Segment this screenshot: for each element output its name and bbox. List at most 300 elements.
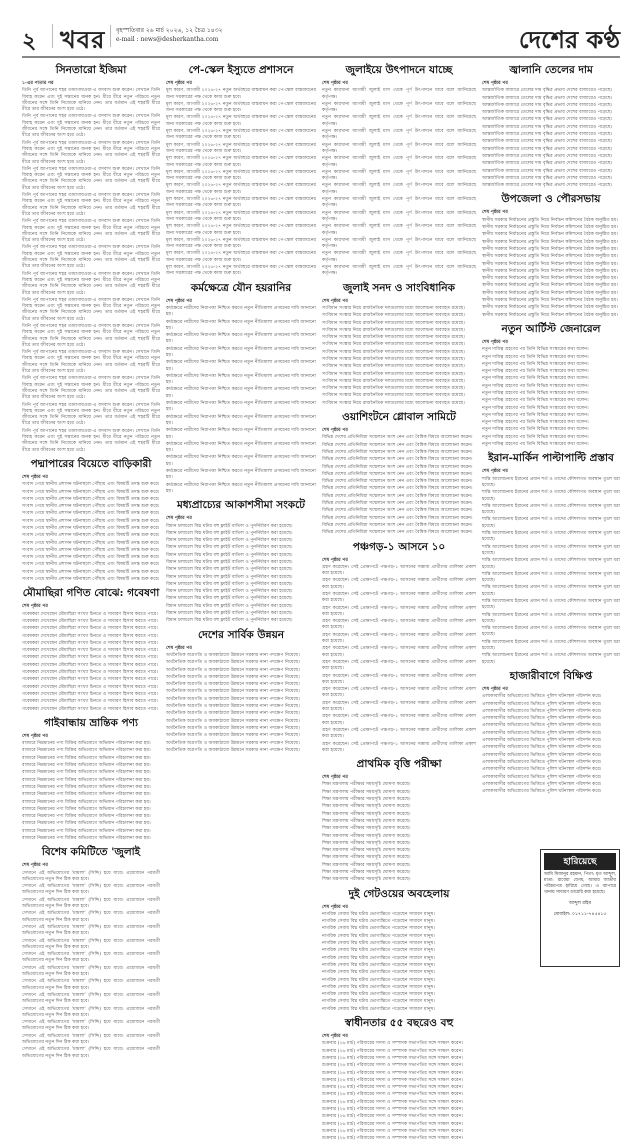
body-text: গ্রহণ করেছেন। সেই প্রেক্ষাপটে পঞ্চগড়-১ আসনের সম্ভাব্য প্রার্থীদের তালিকা প্রকাশ করা হয়েছে।	[322, 564, 476, 577]
body-text: শান্তি আলোচনায় ইরানের প্রধান শর্ত ও তাদের কৌশলগত অবস্থান তুলে ধরা হয়েছে।	[482, 503, 620, 516]
headline[interactable]: দুই গেটওয়ের অবহেলায়	[348, 887, 450, 900]
body-text: বাজারে নিম্নমানের পণ্য বিক্রির অভিযোগে অভিযান পরিচালনা করা হয়।	[22, 828, 151, 834]
body-text: অর্থনৈতিক অগ্রগতি ও অবকাঠামো উন্নয়নে সরকার নানা পদক্ষেপ নিয়েছে।	[166, 747, 300, 753]
body-text: সেখানে এই অভিযোগের 'মামলা' (সিদ্দি) হয়ে যাবে। প্রয়োজনে পরবর্তী অভিযোগের নতুন দিন ঠিক করা হবে।	[22, 1047, 160, 1059]
body-text: এলাকাবাসীর অভিযোগের ভিত্তিতে পুলিশ ঘটনাস্থল পরিদর্শন করে।	[482, 789, 602, 795]
body-text: স্থানীয় সরকার নির্বাচনের প্রস্তুতি নিয়ে নির্বাচন কমিশনের বৈঠক অনুষ্ঠিত হয়।	[482, 261, 618, 267]
body-text: নাগরিক সেবায় বিঘ্ন ঘটায় ভোগান্তিতে পড়েছেন সাধারণ মানুষ।	[322, 984, 435, 990]
body-text: অর্থনৈতিক অগ্রগতি ও অবকাঠামো উন্নয়নে সরকার নানা পদক্ষেপ নিয়েছে।	[166, 667, 300, 673]
body-text: স্থানীয় সরকার নির্বাচনের প্রস্তুতি নিয়ে নির্বাচন কমিশনের বৈঠক অনুষ্ঠিত হয়।	[482, 268, 618, 274]
body-text: অর্থনৈতিক অগ্রগতি ও অবকাঠামো উন্নয়নে সরকার নানা পদক্ষেপ নিয়েছে।	[166, 740, 300, 746]
body-text: অর্থনৈতিক অগ্রগতি ও অবকাঠামো উন্নয়নে সরকার নানা পদক্ষেপ নিয়েছে।	[166, 660, 300, 666]
notice-text: আমি মিজানুর রহমান, পিতা: মৃত আব্দুল, মাতা: রাবেয়া বেগম, আমার জাতীয় পরিচয়পত্র হারিয়ে গেছে। এ ব্যাপারে থানায় সাধারণ ডায়েরি করা হয়েছে।	[544, 872, 616, 895]
notice-box	[540, 849, 620, 967]
article	[166, 628, 316, 754]
body-text: তিনি পূর্ব জাপানের শহর তামাগায়ওয়া-এ বসবাস শুরু করেন। সেখানে তিনি বিবাহ করেন এবং দুই সন্তানের জনক হন। ধীরে ধীরে নতুন পরিচয়ে নতুন জীবনের সঙ্গে তিনি নিজেকে মানিয়ে নেন। তার বর্তমান এই শহরটি ধীরে ধীরে তার জীবনের অংশ হয়ে ওঠে।	[22, 350, 160, 375]
body-text: নতুন দায়িত্ব গ্রহণের পর তিনি বিভিন্ন সংস্কারের কথা বলেন।	[482, 442, 589, 448]
body-text: নতুন দায়িত্ব গ্রহণের পর তিনি বিভিন্ন সংস্কারের কথা বলেন।	[482, 427, 589, 433]
body-text: বিমান চলাচলে বিঘ্ন ঘটায় বহু ফ্লাইট বাতিল ও পুনর্নির্ধারণ করা হয়েছে।	[166, 618, 293, 624]
body-text: সংবিধান সংস্কার নিয়ে রাজনৈতিক দলগুলোর মধ্যে আলোচনা অব্যাহত রয়েছে।	[322, 386, 465, 392]
body-text: মূল কারণ, আগামী ২০২৬-২৭ নতুন অর্থবছরে বাস্তবায়ন করা পে-স্কেল বাস্তবায়নের জন্য সরকারের পক্ষ থেকে কাজ শুরু হবে।	[166, 197, 316, 209]
body-text: নতুন দায়িত্ব গ্রহণের পর তিনি বিভিন্ন সংস্কারের কথা বলেন।	[482, 354, 589, 360]
body-text: কর্মক্ষেত্রে নারীদের নিরাপত্তা নিশ্চিত করতে নতুন নীতিমালা প্রণয়নের দাবি জানানো হয়।	[166, 360, 316, 372]
body-text: আন্তর্জাতিক বাজারে তেলের দাম বৃদ্ধির প্রভাব দেশের বাজারেও পড়েছে।	[482, 168, 613, 174]
body-text: শুক্রবার (২৬ মার্চ) পরিবারের সদস্য ও সম্পাদক সভাপতির সঙ্গে সাক্ষাৎ করেন।	[322, 1041, 463, 1047]
body-text: কর্মক্ষেত্রে নারীদের নিরাপত্তা নিশ্চিত করতে নতুন নীতিমালা প্রণয়নের দাবি জানানো হয়।	[166, 319, 316, 331]
kicker: শেষ পৃষ্ঠার পর	[322, 904, 348, 910]
column-2	[166, 60, 316, 975]
body-text: আন্তর্জাতিক বাজারে তেলের দাম বৃদ্ধির প্রভাব দেশের বাজারেও পড়েছে।	[482, 117, 613, 123]
body-text: সেখানে এই অভিযোগের 'মামলা' (সিদ্দি) হয়ে যাবে। প্রয়োজনে পরবর্তী অভিযোগের নতুন দিন ঠিক করা হবে।	[22, 952, 160, 964]
body-text: অর্থনৈতিক অগ্রগতি ও অবকাঠামো উন্নয়নে সরকার নানা পদক্ষেপ নিয়েছে।	[166, 696, 300, 702]
body-text: কর্মক্ষেত্রে নারীদের নিরাপত্তা নিশ্চিত করতে নতুন নীতিমালা প্রণয়নের দাবি জানানো হয়।	[166, 346, 316, 358]
body-text: গ্রহণ করেছেন। সেই প্রেক্ষাপটে পঞ্চগড়-১ আসনের সম্ভাব্য প্রার্থীদের তালিকা প্রকাশ করা হয়েছে।	[322, 741, 476, 753]
body-text: শুক্রবার (২৬ মার্চ) পরিবারের সদস্য ও সম্পাদক সভাপতির সঙ্গে সাক্ষাৎ করেন।	[322, 1107, 463, 1112]
headline[interactable]: উপজেলা ও পৌরসভায়	[501, 193, 601, 206]
body-text: বিমান চলাচলে বিঘ্ন ঘটায় বহু ফ্লাইট বাতিল ও পুনর্নির্ধারণ করা হয়েছে।	[166, 552, 293, 558]
headline[interactable]: স্বাধীনতার ৫৫ বছরেও বহু	[344, 1017, 454, 1030]
headline[interactable]: পদ্মাপারের বিয়েতে বাড়িকারী	[30, 457, 152, 470]
body-text: মূল কারণ, আগামী ২০২৬-২৭ নতুন অর্থবছরে বাস্তবায়ন করা পে-স্কেল বাস্তবায়নের জন্য সরকারের পক্ষ থেকে কাজ শুরু হবে।	[166, 115, 316, 127]
body-text: নতুন দায়িত্ব গ্রহণের পর তিনি বিভিন্ন সংস্কারের কথা বলেন।	[482, 390, 589, 396]
body-text: নতুন কারখানা আগামী জুলাই মাস থেকে পূর্ণ উৎপাদনে যাবে বলে জানিয়েছে কর্তৃপক্ষ।	[322, 169, 476, 182]
body-text: শিক্ষা মন্ত্রণালয় পরীক্ষার সময়সূচি ঘোষণা করেছে।	[322, 877, 411, 883]
kicker: শেষ পৃষ্ঠার পর	[322, 298, 348, 304]
body-text: নাগরিক সেবায় বিঘ্ন ঘটায় ভোগান্তিতে পড়েছেন সাধারণ মানুষ।	[322, 1006, 435, 1012]
body-text: শুক্রবার (২৬ মার্চ) পরিবারের সদস্য ও সম্পাদক সভাপতির সঙ্গে সাক্ষাৎ করেন।	[322, 1048, 463, 1054]
article	[322, 887, 476, 1013]
headline[interactable]: ইরান-মার্কিন পাল্টাপাল্টি প্রস্তাব	[488, 452, 614, 465]
body-text: স্থানীয় সরকার নির্বাচনের প্রস্তুতি নিয়ে নির্বাচন কমিশনের বৈঠক অনুষ্ঠিত হয়।	[482, 254, 618, 260]
body-text: মূল কারণ, আগামী ২০২৬-২৭ নতুন অর্থবছরে বাস্তবায়ন করা পে-স্কেল বাস্তবায়নের জন্য সরকারের পক্ষ থেকে কাজ শুরু হবে।	[166, 129, 316, 141]
headline[interactable]: জুলাই সনদ ও সাংবিধানিক	[342, 281, 456, 294]
kicker: শেষ পৃষ্ঠার পর	[22, 474, 48, 480]
body-text: সংবাদ পেয়ে স্থানীয় প্রশাসন ঘটনাস্থলে পৌঁছায় এবং বিষয়টি তদন্ত শুরু করে।	[22, 569, 160, 575]
kicker: শেষ পৃষ্ঠার পর	[166, 516, 192, 522]
headline[interactable]: পে-স্কেল ইস্যুতে প্রশাসনে	[188, 64, 294, 76]
body-text: নতুন কারখানা আগামী জুলাই মাস থেকে পূর্ণ উৎপাদনে যাবে বলে জানিয়েছে কর্তৃপক্ষ।	[322, 101, 476, 114]
body-text: বাজারে নিম্নমানের পণ্য বিক্রির অভিযোগে অভিযান পরিচালনা করা হয়।	[22, 763, 151, 769]
body-text: নাগরিক সেবায় বিঘ্ন ঘটায় ভোগান্তিতে পড়েছেন সাধারণ মানুষ।	[322, 911, 435, 917]
body-text: শুক্রবার (২৬ মার্চ) পরিবারের সদস্য ও সম্পাদক সভাপতির সঙ্গে সাক্ষাৎ করেন।	[322, 1114, 463, 1120]
body-text: এলাকাবাসীর অভিযোগের ভিত্তিতে পুলিশ ঘটনাস্থল পরিদর্শন করে।	[482, 730, 602, 736]
body-text: গ্রহণ করেছেন। সেই প্রেক্ষাপটে পঞ্চগড়-১ আসনের সম্ভাব্য প্রার্থীদের তালিকা প্রকাশ করা হয়েছে।	[322, 592, 476, 604]
article	[482, 322, 620, 448]
body-text: গ্রহণ করেছেন। সেই প্রেক্ষাপটে পঞ্চগড়-১ আসনের সম্ভাব্য প্রার্থীদের তালিকা প্রকাশ করা হয়েছে।	[322, 632, 476, 645]
article	[322, 540, 476, 755]
body-text: এলাকাবাসীর অভিযোগের ভিত্তিতে পুলিশ ঘটনাস্থল পরিদর্শন করে।	[482, 759, 602, 765]
body-text: সেখানে এই অভিযোগের 'মামলা' (সিদ্দি) হয়ে যাবে। প্রয়োজনে পরবর্তী অভিযোগের নতুন দিন ঠিক করা হবে।	[22, 1033, 160, 1045]
body-text: তিনি পূর্ব জাপানের শহর তামাগায়ওয়া-এ বসবাস শুরু করেন। সেখানে তিনি বিবাহ করেন এবং দুই সন্তানের জনক হন। ধীরে ধীরে নতুন পরিচয়ে নতুন জীবনের সঙ্গে তিনি নিজেকে মানিয়ে নেন। তার বর্তমান এই শহরটি ধীরে ধীরে তার জীবনের অংশ হয়ে ওঠে।	[22, 140, 160, 165]
body-text: নতুন দায়িত্ব গ্রহণের পর তিনি বিভিন্ন সংস্কারের কথা বলেন।	[482, 434, 589, 440]
kicker: শেষ পৃষ্ঠার পর	[482, 469, 508, 475]
body-text: শুক্রবার (২৬ মার্চ) পরিবারের সদস্য ও সম্পাদক সভাপতির সঙ্গে সাক্ষাৎ করেন।	[322, 1121, 463, 1127]
body-text: শিক্ষা মন্ত্রণালয় পরীক্ষার সময়সূচি ঘোষণা করেছে।	[322, 833, 411, 839]
body-text: অর্থনৈতিক অগ্রগতি ও অবকাঠামো উন্নয়নে সরকার নানা পদক্ষেপ নিয়েছে।	[166, 704, 300, 710]
body-text: স্থানীয় সরকার নির্বাচনের প্রস্তুতি নিয়ে নির্বাচন কমিশনের বৈঠক অনুষ্ঠিত হয়।	[482, 232, 618, 238]
body-text: নতুন দায়িত্ব গ্রহণের পর তিনি বিভিন্ন সংস্কারের কথা বলেন।	[482, 361, 589, 367]
body-text: স্থানীয় সরকার নির্বাচনের প্রস্তুতি নিয়ে নির্বাচন কমিশনের বৈঠক অনুষ্ঠিত হয়।	[482, 312, 618, 318]
kicker: শেষ পৃষ্ঠার পর	[166, 298, 192, 304]
body-text: বিমান চলাচলে বিঘ্ন ঘটায় বহু ফ্লাইট বাতিল ও পুনর্নির্ধারণ করা হয়েছে।	[166, 530, 293, 536]
dateline	[116, 26, 223, 44]
body-text: অর্থনৈতিক অগ্রগতি ও অবকাঠামো উন্নয়নে সরকার নানা পদক্ষেপ নিয়েছে।	[166, 652, 300, 658]
body-text: শুক্রবার (২৬ মার্চ) পরিবারের সদস্য ও সম্পাদক সভাপতির সঙ্গে সাক্ষাৎ করেন।	[322, 1136, 463, 1142]
body-text: গ্রহণ করেছেন। সেই প্রেক্ষাপটে পঞ্চগড়-১ আসনের সম্ভাব্য প্রার্থীদের তালিকা প্রকাশ করা হয়েছে।	[322, 659, 476, 672]
body-text: শান্তি আলোচনায় ইরানের প্রধান শর্ত ও তাদের কৌশলগত অবস্থান তুলে ধরা হয়েছে।	[482, 599, 620, 611]
email[interactable]: e-mail : news@desherkantha.com	[116, 36, 219, 43]
body-text: বিভিন্ন দেশের প্রতিনিধিরা সম্মেলনে অংশ নেন এবং বৈশ্বিক বিষয়ে আলোচনা করেন।	[322, 508, 473, 514]
body-text: গবেষকরা দেখেছেন মৌমাছিরা সংখ্যা চিনতে ও সাধারণ হিসাব করতে পারে।	[22, 633, 158, 639]
body-text: বিভিন্ন দেশের প্রতিনিধিরা সম্মেলনে অংশ নেন এবং বৈশ্বিক বিষয়ে আলোচনা করেন।	[322, 471, 473, 477]
body-text: শান্তি আলোচনায় ইরানের প্রধান শর্ত ও তাদের কৌশলগত অবস্থান তুলে ধরা হয়েছে।	[482, 490, 620, 502]
newspaper-logo: দেশের কণ্ঠ	[518, 25, 620, 54]
kicker: শেষ পৃষ্ঠার পর	[482, 686, 508, 692]
body-text: বিভিন্ন দেশের প্রতিনিধিরা সম্মেলনে অংশ নেন এবং বৈশ্বিক বিষয়ে আলোচনা করেন।	[322, 522, 473, 528]
body-text: অর্থনৈতিক অগ্রগতি ও অবকাঠামো উন্নয়নে সরকার নানা পদক্ষেপ নিয়েছে।	[166, 674, 300, 680]
headline[interactable]: নতুন আর্টিস্ট জেনারেল	[501, 322, 601, 335]
body-text: সেখানে এই অভিযোগের 'মামলা' (সিদ্দি) হয়ে যাবে। প্রয়োজনে পরবর্তী অভিযোগের নতুন দিন ঠিক করা হবে।	[22, 897, 160, 910]
page-number: ২	[22, 28, 37, 54]
kicker: শেষ পৃষ্ঠার পর	[166, 645, 192, 651]
body-text: মূল কারণ, আগামী ২০২৬-২৭ নতুন অর্থবছরে বাস্তবায়ন করা পে-স্কেল বাস্তবায়নের জন্য সরকারের পক্ষ থেকে কাজ শুরু হবে।	[166, 88, 316, 100]
body-text: নাগরিক সেবায় বিঘ্ন ঘটায় ভোগান্তিতে পড়েছেন সাধারণ মানুষ।	[322, 926, 435, 932]
article	[22, 586, 160, 712]
body-text: নতুন কারখানা আগামী জুলাই মাস থেকে পূর্ণ উৎপাদনে যাবে বলে জানিয়েছে কর্তৃপক্ষ।	[322, 88, 476, 100]
headline[interactable]: ওয়াশিংটনে গ্লোবাল সামিটে	[342, 411, 456, 424]
body-text: নাগরিক সেবায় বিঘ্ন ঘটায় ভোগান্তিতে পড়েছেন সাধারণ মানুষ।	[322, 999, 435, 1005]
article	[482, 192, 620, 318]
body-text: আন্তর্জাতিক বাজারে তেলের দাম বৃদ্ধির প্রভাব দেশের বাজারেও পড়েছে।	[482, 102, 613, 108]
body-text: স্থানীয় সরকার নির্বাচনের প্রস্তুতি নিয়ে নির্বাচন কমিশনের বৈঠক অনুষ্ঠিত হয়।	[482, 283, 618, 289]
kicker: শেষ পৃষ্ঠার পর	[322, 775, 348, 781]
article	[322, 1016, 476, 1142]
body-text: বাজারে নিম্নমানের পণ্য বিক্রির অভিযোগে অভিযান পরিচালনা করা হয়।	[22, 814, 151, 820]
body-text: নতুন দায়িত্ব গ্রহণের পর তিনি বিভিন্ন সংস্কারের কথা বলেন।	[482, 376, 589, 382]
body-text: তিনি পূর্ব জাপানের শহর তামাগায়ওয়া-এ বসবাস শুরু করেন। সেখানে তিনি বিবাহ করেন এবং দুই সন্তানের জনক হন। ধীরে ধীরে নতুন পরিচয়ে নতুন জীবনের সঙ্গে তিনি নিজেকে মানিয়ে নেন। তার বর্তমান এই শহরটি ধীরে ধীরে তার জীবনের অংশ হয়ে ওঠে।	[22, 193, 160, 217]
body-text: গ্রহণ করেছেন। সেই প্রেক্ষাপটে পঞ্চগড়-১ আসনের সম্ভাব্য প্রার্থীদের তালিকা প্রকাশ করা হয়েছে।	[322, 605, 476, 617]
kicker: শেষ পৃষ্ঠার পর	[322, 81, 348, 86]
body-text: গবেষকরা দেখেছেন মৌমাছিরা সংখ্যা চিনতে ও সাধারণ হিসাব করতে পারে।	[22, 677, 158, 683]
body-text: শিক্ষা মন্ত্রণালয় পরীক্ষার সময়সূচি ঘোষণা করেছে।	[322, 789, 411, 795]
notice-signature-sub: মোবাইল: ০১৭১১-৭৪৫৪১৫	[553, 912, 607, 917]
body-text: নতুন দায়িত্ব গ্রহণের পর তিনি বিভিন্ন সংস্কারের কথা বলেন।	[482, 369, 589, 375]
body-text: বিমান চলাচলে বিঘ্ন ঘটায় বহু ফ্লাইট বাতিল ও পুনর্নির্ধারণ করা হয়েছে।	[166, 603, 293, 609]
body-text: বিভিন্ন দেশের প্রতিনিধিরা সম্মেলনে অংশ নেন এবং বৈশ্বিক বিষয়ে আলোচনা করেন।	[322, 501, 473, 507]
body-text: সংবিধান সংস্কার নিয়ে রাজনৈতিক দলগুলোর মধ্যে আলোচনা অব্যাহত রয়েছে।	[322, 313, 465, 319]
body-text: শান্তি আলোচনায় ইরানের প্রধান শর্ত ও তাদের কৌশলগত অবস্থান তুলে ধরা হয়েছে।	[482, 531, 620, 543]
body-text: কর্মক্ষেত্রে নারীদের নিরাপত্তা নিশ্চিত করতে নতুন নীতিমালা প্রণয়নের দাবি জানানো হয়।	[166, 428, 316, 440]
body-text: স্থানীয় সরকার নির্বাচনের প্রস্তুতি নিয়ে নির্বাচন কমিশনের বৈঠক অনুষ্ঠিত হয়।	[482, 290, 618, 296]
body-text: কর্মক্ষেত্রে নারীদের নিরাপত্তা নিশ্চিত করতে নতুন নীতিমালা প্রণয়নের দাবি জানানো হয়।	[166, 401, 316, 413]
body-text: বিভিন্ন দেশের প্রতিনিধিরা সম্মেলনে অংশ নেন এবং বৈশ্বিক বিষয়ে আলোচনা করেন।	[322, 515, 473, 521]
notice-signature: আব্দুল রহিম	[568, 901, 592, 906]
article	[322, 410, 476, 536]
body-text: সংবিধান সংস্কার নিয়ে রাজনৈতিক দলগুলোর মধ্যে আলোচনা অব্যাহত রয়েছে।	[322, 320, 465, 326]
section-title: খবর	[60, 25, 106, 54]
body-text: তিনি পূর্ব জাপানের শহর তামাগায়ওয়া-এ বসবাস শুরু করেন। সেখানে তিনি বিবাহ করেন এবং দুই সন্তানের জনক হন। ধীরে ধীরে নতুন পরিচয়ে নতুন জীবনের সঙ্গে তিনি নিজেকে মানিয়ে নেন। তার বর্তমান এই শহরটি ধীরে ধীরে তার জীবনের অংশ হয়ে ওঠে।	[22, 245, 160, 270]
body-text: আন্তর্জাতিক বাজারে তেলের দাম বৃদ্ধির প্রভাব দেশের বাজারেও পড়েছে।	[482, 161, 613, 167]
body-text: কর্মক্ষেত্রে নারীদের নিরাপত্তা নিশ্চিত করতে নতুন নীতিমালা প্রণয়নের দাবি জানানো হয়।	[166, 305, 316, 318]
body-text: সেখানে এই অভিযোগের 'মামলা' (সিদ্দি) হয়ে যাবে। প্রয়োজনে পরবর্তী অভিযোগের নতুন দিন ঠিক করা হবে।	[22, 924, 160, 937]
body-text: মূল কারণ, আগামী ২০২৬-২৭ নতুন অর্থবছরে বাস্তবায়ন করা পে-স্কেল বাস্তবায়নের জন্য সরকারের পক্ষ থেকে কাজ শুরু হবে।	[166, 156, 316, 168]
column-1	[22, 60, 160, 1059]
body-text: শিক্ষা মন্ত্রণালয় পরীক্ষার সময়সূচি ঘোষণা করেছে।	[322, 848, 411, 854]
body-text: সংবাদ পেয়ে স্থানীয় প্রশাসন ঘটনাস্থলে পৌঁছায় এবং বিষয়টি তদন্ত শুরু করে।	[22, 511, 160, 517]
body-text: বাজারে নিম্নমানের পণ্য বিক্রির অভিযোগে অভিযান পরিচালনা করা হয়।	[22, 835, 151, 841]
body-text: সেখানে এই অভিযোগের 'মামলা' (সিদ্দি) হয়ে যাবে। প্রয়োজনে পরবর্তী অভিযোগের নতুন দিন ঠিক করা হবে।	[22, 911, 160, 923]
body-text: বিভিন্ন দেশের প্রতিনিধিরা সম্মেলনে অংশ নেন এবং বৈশ্বিক বিষয়ে আলোচনা করেন।	[322, 442, 473, 448]
headline[interactable]: সিনতারো ইজিমা	[55, 64, 127, 76]
body-text: নতুন কারখানা আগামী জুলাই মাস থেকে পূর্ণ উৎপাদনে যাবে বলে জানিয়েছে কর্তৃপক্ষ।	[322, 142, 476, 154]
body-text: নাগরিক সেবায় বিঘ্ন ঘটায় ভোগান্তিতে পড়েছেন সাধারণ মানুষ।	[322, 933, 435, 939]
body-text: নতুন কারখানা আগামী জুলাই মাস থেকে পূর্ণ উৎপাদনে যাবে বলে জানিয়েছে কর্তৃপক্ষ।	[322, 197, 476, 209]
body-text: নাগরিক সেবায় বিঘ্ন ঘটায় ভোগান্তিতে পড়েছেন সাধারণ মানুষ।	[322, 970, 435, 976]
body-text: বিভিন্ন দেশের প্রতিনিধিরা সম্মেলনে অংশ নেন এবং বৈশ্বিক বিষয়ে আলোচনা করেন।	[322, 457, 473, 463]
body-text: আন্তর্জাতিক বাজারে তেলের দাম বৃদ্ধির প্রভাব দেশের বাজারেও পড়েছে।	[482, 124, 613, 130]
date: বৃহস্পতিবার ২৬ মার্চ ২০২৬, ১২ চৈত্র ১৪৩২	[116, 27, 223, 34]
headline[interactable]: বিশেষ কমিটিতে 'জুলাই	[41, 846, 141, 859]
headline[interactable]: জ্বালানি তেলের দাম	[509, 64, 593, 76]
body-text: তিনি পূর্ব জাপানের শহর তামাগায়ওয়া-এ বসবাস শুরু করেন। সেখানে তিনি বিবাহ করেন এবং দুই সন্তানের জনক হন। ধীরে ধীরে নতুন পরিচয়ে নতুন জীবনের সঙ্গে তিনি নিজেকে মানিয়ে নেন। তার বর্তমান এই শহরটি ধীরে ধীরে তার জীবনের অংশ হয়ে ওঠে।	[22, 219, 160, 244]
body-text: শুক্রবার (২৬ মার্চ) পরিবারের সদস্য ও সম্পাদক সভাপতির সঙ্গে সাক্ষাৎ করেন।	[322, 1085, 463, 1091]
article	[22, 716, 160, 842]
body-text: সংবিধান সংস্কার নিয়ে রাজনৈতিক দলগুলোর মধ্যে আলোচনা অব্যাহত রয়েছে।	[322, 364, 465, 370]
body-text: গবেষকরা দেখেছেন মৌমাছিরা সংখ্যা চিনতে ও সাধারণ হিসাব করতে পারে।	[22, 670, 158, 676]
body-text: শান্তি আলোচনায় ইরানের প্রধান শর্ত ও তাদের কৌশলগত অবস্থান তুলে ধরা হয়েছে।	[482, 558, 620, 570]
body-text: বিমান চলাচলে বিঘ্ন ঘটায় বহু ফ্লাইট বাতিল ও পুনর্নির্ধারণ করা হয়েছে।	[166, 523, 293, 529]
body-text: নাগরিক সেবায় বিঘ্ন ঘটায় ভোগান্তিতে পড়েছেন সাধারণ মানুষ।	[322, 977, 435, 983]
kicker: শেষ পৃষ্ঠার পর	[322, 1034, 348, 1040]
body-text: এলাকাবাসীর অভিযোগের ভিত্তিতে পুলিশ ঘটনাস্থল পরিদর্শন করে।	[482, 767, 602, 773]
body-text: অর্থনৈতিক অগ্রগতি ও অবকাঠামো উন্নয়নে সরকার নানা পদক্ষেপ নিয়েছে।	[166, 718, 300, 724]
body-text: আন্তর্জাতিক বাজারে তেলের দাম বৃদ্ধির প্রভাব দেশের বাজারেও পড়েছে।	[482, 110, 613, 116]
body-text: নতুন কারখানা আগামী জুলাই মাস থেকে পূর্ণ উৎপাদনে যাবে বলে জানিয়েছে কর্তৃপক্ষ।	[322, 129, 476, 141]
body-text: সংবাদ পেয়ে স্থানীয় প্রশাসন ঘটনাস্থলে পৌঁছায় এবং বিষয়টি তদন্ত শুরু করে।	[22, 489, 160, 495]
body-text: নতুন দায়িত্ব গ্রহণের পর তিনি বিভিন্ন সংস্কারের কথা বলেন।	[482, 383, 589, 389]
body-text: বিমান চলাচলে বিঘ্ন ঘটায় বহু ফ্লাইট বাতিল ও পুনর্নির্ধারণ করা হয়েছে।	[166, 560, 293, 565]
body-text: সংবিধান সংস্কার নিয়ে রাজনৈতিক দলগুলোর মধ্যে আলোচনা অব্যাহত রয়েছে।	[322, 371, 465, 377]
body-text: স্থানীয় সরকার নির্বাচনের প্রস্তুতি নিয়ে নির্বাচন কমিশনের বৈঠক অনুষ্ঠিত হয়।	[482, 298, 618, 304]
body-text: বিভিন্ন দেশের প্রতিনিধিরা সম্মেলনে অংশ নেন এবং বৈশ্বিক বিষয়ে আলোচনা করেন।	[322, 486, 473, 492]
body-text: মূল কারণ, আগামী ২০২৬-২৭ নতুন অর্থবছরে বাস্তবায়ন করা পে-স্কেল বাস্তবায়নের জন্য সরকারের পক্ষ থেকে কাজ শুরু হবে।	[166, 224, 316, 236]
body-text: সংবাদ পেয়ে স্থানীয় প্রশাসন ঘটনাস্থলে পৌঁছায় এবং বিষয়টি তদন্ত শুরু করে।	[22, 555, 160, 561]
body-text: সংবাদ পেয়ে স্থানীয় প্রশাসন ঘটনাস্থলে পৌঁছায় এবং বিষয়টি তদন্ত শুরু করে।	[22, 496, 160, 502]
body-text: সংবিধান সংস্কার নিয়ে রাজনৈতিক দলগুলোর মধ্যে আলোচনা অব্যাহত রয়েছে।	[322, 349, 465, 355]
body-text: কর্মক্ষেত্রে নারীদের নিরাপত্তা নিশ্চিত করতে নতুন নীতিমালা প্রণয়নের দাবি জানানো হয়।	[166, 414, 316, 426]
body-text: গ্রহণ করেছেন। সেই প্রেক্ষাপটে পঞ্চগড়-১ আসনের সম্ভাব্য প্রার্থীদের তালিকা প্রকাশ করা হয়েছে।	[322, 687, 476, 699]
headline[interactable]: পঞ্চগড়-১ আসনে ১০	[352, 540, 446, 553]
body-text: আন্তর্জাতিক বাজারে তেলের দাম বৃদ্ধির প্রভাব দেশের বাজারেও পড়েছে।	[482, 183, 613, 189]
body-text: বাজারে নিম্নমানের পণ্য বিক্রির অভিযোগে অভিযান পরিচালনা করা হয়।	[22, 792, 151, 798]
body-text: স্থানীয় সরকার নির্বাচনের প্রস্তুতি নিয়ে নির্বাচন কমিশনের বৈঠক অনুষ্ঠিত হয়।	[482, 276, 618, 282]
body-text: এলাকাবাসীর অভিযোগের ভিত্তিতে পুলিশ ঘটনাস্থল পরিদর্শন করে।	[482, 723, 602, 729]
body-text: বিমান চলাচলে বিঘ্ন ঘটায় বহু ফ্লাইট বাতিল ও পুনর্নির্ধারণ করা হয়েছে।	[166, 581, 293, 587]
body-text: এলাকাবাসীর অভিযোগের ভিত্তিতে পুলিশ ঘটনাস্থল পরিদর্শন করে।	[482, 701, 602, 707]
body-text: কর্মক্ষেত্রে নারীদের নিরাপত্তা নিশ্চিত করতে নতুন নীতিমালা প্রণয়নের দাবি জানানো হয়।	[166, 441, 316, 454]
body-text: নতুন কারখানা আগামী জুলাই মাস থেকে পূর্ণ উৎপাদনে যাবে বলে জানিয়েছে কর্তৃপক্ষ।	[322, 115, 476, 127]
body-text: গ্রহণ করেছেন। সেই প্রেক্ষাপটে পঞ্চগড়-১ আসনের সম্ভাব্য প্রার্থীদের তালিকা প্রকাশ করা হয়েছে।	[322, 673, 476, 685]
body-text: শিক্ষা মন্ত্রণালয় পরীক্ষার সময়সূচি ঘোষণা করেছে।	[322, 869, 411, 875]
notice-title: হারিয়েছে	[544, 853, 616, 870]
body-text: গ্রহণ করেছেন। সেই প্রেক্ষাপটে পঞ্চগড়-১ আসনের সম্ভাব্য প্রার্থীদের তালিকা প্রকাশ করা হয়েছে।	[322, 646, 476, 658]
body-text: এলাকাবাসীর অভিযোগের ভিত্তিতে পুলিশ ঘটনাস্থল পরিদর্শন করে।	[482, 716, 602, 722]
body-text: নাগরিক সেবায় বিঘ্ন ঘটায় ভোগান্তিতে পড়েছেন সাধারণ মানুষ।	[322, 948, 435, 954]
body-text: আন্তর্জাতিক বাজারে তেলের দাম বৃদ্ধির প্রভাব দেশের বাজারেও পড়েছে।	[482, 139, 613, 145]
body-text: কর্মক্ষেত্রে নারীদের নিরাপত্তা নিশ্চিত করতে নতুন নীতিমালা প্রণয়নের দাবি জানানো হয়।	[166, 333, 316, 345]
body-text: সেখানে এই অভিযোগের 'মামলা' (সিদ্দি) হয়ে যাবে। প্রয়োজনে পরবর্তী অভিযোগের নতুন দিন ঠিক করা হবে।	[22, 884, 160, 896]
body-text: শিক্ষা মন্ত্রণালয় পরীক্ষার সময়সূচি ঘোষণা করেছে।	[322, 826, 411, 832]
body-text: শান্তি আলোচনায় ইরানের প্রধান শর্ত ও তাদের কৌশলগত অবস্থান তুলে ধরা হয়েছে।	[482, 626, 620, 638]
body-text: সংবাদ পেয়ে স্থানীয় প্রশাসন ঘটনাস্থলে পৌঁছায় এবং বিষয়টি তদন্ত শুরু করে।	[22, 518, 160, 524]
headline[interactable]: গাইবান্ধায় ভ্রান্তিক পণ্য	[43, 716, 138, 729]
body-text: সংবিধান সংস্কার নিয়ে রাজনৈতিক দলগুলোর মধ্যে আলোচনা অব্যাহত রয়েছে।	[322, 305, 465, 311]
kicker: শেষ পৃষ্ঠার পর	[482, 81, 508, 86]
body-text: সংবিধান সংস্কার নিয়ে রাজনৈতিক দলগুলোর মধ্যে আলোচনা অব্যাহত রয়েছে।	[322, 400, 465, 406]
body-text: আন্তর্জাতিক বাজারে তেলের দাম বৃদ্ধির প্রভাব দেশের বাজারেও পড়েছে।	[482, 88, 613, 94]
body-text: মূল কারণ, আগামী ২০২৬-২৭ নতুন অর্থবছরে বাস্তবায়ন করা পে-স্কেল বাস্তবায়নের জন্য সরকারের পক্ষ থেকে কাজ শুরু হবে।	[166, 169, 316, 182]
body-text: সংবাদ পেয়ে স্থানীয় প্রশাসন ঘটনাস্থলে পৌঁছায় এবং বিষয়টি তদন্ত শুরু করে।	[22, 577, 160, 583]
body-text: কর্মক্ষেত্রে নারীদের নিরাপত্তা নিশ্চিত করতে নতুন নীতিমালা প্রণয়নের দাবি জানানো হয়।	[166, 469, 316, 481]
body-text: নাগরিক সেবায় বিঘ্ন ঘটায় ভোগান্তিতে পড়েছেন সাধারণ মানুষ।	[322, 919, 435, 925]
body-text: সংবাদ পেয়ে স্থানীয় প্রশাসন ঘটনাস্থলে পৌঁছায় এবং বিষয়টি তদন্ত শুরু করে।	[22, 504, 160, 510]
body-text: গবেষকরা দেখেছেন মৌমাছিরা সংখ্যা চিনতে ও সাধারণ হিসাব করতে পারে।	[22, 640, 158, 646]
body-text: কর্মক্ষেত্রে নারীদের নিরাপত্তা নিশ্চিত করতে নতুন নীতিমালা প্রণয়নের দাবি জানানো হয়।	[166, 482, 316, 494]
body-text: সংবিধান সংস্কার নিয়ে রাজনৈতিক দলগুলোর মধ্যে আলোচনা অব্যাহত রয়েছে।	[322, 393, 465, 399]
body-text: আন্তর্জাতিক বাজারে তেলের দাম বৃদ্ধির প্রভাব দেশের বাজারেও পড়েছে।	[482, 146, 613, 152]
body-text: এলাকাবাসীর অভিযোগের ভিত্তিতে পুলিশ ঘটনাস্থল পরিদর্শন করে।	[482, 781, 602, 787]
body-text: সেখানে এই অভিযোগের 'মামলা' (সিদ্দি) হয়ে যাবে। প্রয়োজনে পরবর্তী অভিযোগের নতুন দিন ঠিক করা হবে।	[22, 965, 160, 978]
article	[322, 63, 476, 278]
headline[interactable]: প্রাথমিক বৃত্তি পরীক্ষা	[356, 758, 442, 771]
headline[interactable]: জুলাইয়ে উৎপাদনে যাচ্ছে	[345, 64, 453, 76]
kicker: ১-এর পাতার পর	[22, 81, 54, 86]
body-text: আন্তর্জাতিক বাজারে তেলের দাম বৃদ্ধির প্রভাব দেশের বাজারেও পড়েছে।	[482, 95, 613, 101]
body-text: গবেষকরা দেখেছেন মৌমাছিরা সংখ্যা চিনতে ও সাধারণ হিসাব করতে পারে।	[22, 618, 158, 624]
body-text: সংবাদ পেয়ে স্থানীয় প্রশাসন ঘটনাস্থলে পৌঁছায় এবং বিষয়টি তদন্ত শুরু করে।	[22, 533, 160, 539]
body-text: বিমান চলাচলে বিঘ্ন ঘটায় বহু ফ্লাইট বাতিল ও পুনর্নির্ধারণ করা হয়েছে।	[166, 538, 293, 544]
body-text: শুক্রবার (২৬ মার্চ) পরিবারের সদস্য ও সম্পাদক সভাপতির সঙ্গে সাক্ষাৎ করেন।	[322, 1077, 463, 1083]
kicker: শেষ পৃষ্ঠার পর	[322, 428, 348, 434]
article	[322, 757, 476, 883]
body-text: স্থানীয় সরকার নির্বাচনের প্রস্তুতি নিয়ে নির্বাচন কমিশনের বৈঠক অনুষ্ঠিত হয়।	[482, 225, 618, 231]
body-text: গবেষকরা দেখেছেন মৌমাছিরা সংখ্যা চিনতে ও সাধারণ হিসাব করতে পারে।	[22, 626, 158, 632]
header-rule	[22, 56, 620, 58]
body-text: শিক্ষা মন্ত্রণালয় পরীক্ষার সময়সূচি ঘোষণা করেছে।	[322, 862, 411, 868]
body-text: বিমান চলাচলে বিঘ্ন ঘটায় বহু ফ্লাইট বাতিল ও পুনর্নির্ধারণ করা হয়েছে।	[166, 545, 293, 551]
article	[22, 457, 160, 583]
headline[interactable]: মৌমাছিরা গণিত বোঝে: গবেষণা	[22, 587, 160, 600]
body-text: সংবাদ পেয়ে স্থানীয় প্রশাসন ঘটনাস্থলে পৌঁছায় এবং বিষয়টি তদন্ত শুরু করে।	[22, 562, 160, 568]
body-text: তিনি পূর্ব জাপানের শহর তামাগায়ওয়া-এ বসবাস শুরু করেন। সেখানে তিনি বিবাহ করেন এবং দুই সন্তানের জনক হন। ধীরে ধীরে নতুন পরিচয়ে নতুন জীবনের সঙ্গে তিনি নিজেকে মানিয়ে নেন। তার বর্তমান এই শহরটি ধীরে ধীরে তার জীবনের অংশ হয়ে ওঠে।	[22, 402, 160, 427]
body-text: শুক্রবার (২৬ মার্চ) পরিবারের সদস্য ও সম্পাদক সভাপতির সঙ্গে সাক্ষাৎ করেন।	[322, 1099, 463, 1105]
headline[interactable]: কর্মক্ষেত্রে যৌন হয়রানির	[190, 281, 292, 294]
body-text: বাজারে নিম্নমানের পণ্য বিক্রির অভিযোগে অভিযান পরিচালনা করা হয়।	[22, 799, 151, 805]
body-text: শুক্রবার (২৬ মার্চ) পরিবারের সদস্য ও সম্পাদক সভাপতির সঙ্গে সাক্ষাৎ করেন।	[322, 1128, 463, 1134]
body-text: নতুন কারখানা আগামী জুলাই মাস থেকে পূর্ণ উৎপাদনে যাবে বলে জানিয়েছে কর্তৃপক্ষ।	[322, 265, 476, 277]
body-text: তিনি পূর্ব জাপানের শহর তামাগায়ওয়া-এ বসবাস শুরু করেন। সেখানে তিনি বিবাহ করেন এবং দুই সন্তানের জনক হন। ধীরে ধীরে নতুন পরিচয়ে নতুন জীবনের সঙ্গে তিনি নিজেকে মানিয়ে নেন। তার বর্তমান এই শহরটি ধীরে ধীরে তার জীবনের অংশ হয়ে ওঠে।	[22, 428, 160, 453]
body-text: নতুন কারখানা আগামী জুলাই মাস থেকে পূর্ণ উৎপাদনে যাবে বলে জানিয়েছে কর্তৃপক্ষ।	[322, 237, 476, 250]
body-text: মূল কারণ, আগামী ২০২৬-২৭ নতুন অর্থবছরে বাস্তবায়ন করা পে-স্কেল বাস্তবায়নের জন্য সরকারের পক্ষ থেকে কাজ শুরু হবে।	[166, 237, 316, 250]
body-text: শিক্ষা মন্ত্রণালয় পরীক্ষার সময়সূচি ঘোষণা করেছে।	[322, 811, 411, 817]
body-text: সেখানে এই অভিযোগের 'মামলা' (সিদ্দি) হয়ে যাবে। প্রয়োজনে পরবর্তী অভিযোগের নতুন দিন ঠিক করা হবে।	[22, 938, 160, 950]
body-text: গবেষকরা দেখেছেন মৌমাছিরা সংখ্যা চিনতে ও সাধারণ হিসাব করতে পারে।	[22, 691, 158, 697]
body-text: এলাকাবাসীর অভিযোগের ভিত্তিতে পুলিশ ঘটনাস্থল পরিদর্শন করে।	[482, 694, 602, 700]
body-text: শান্তি আলোচনায় ইরানের প্রধান শর্ত ও তাদের কৌশলগত অবস্থান তুলে ধরা হয়েছে।	[482, 517, 620, 529]
body-text: শিক্ষা মন্ত্রণালয় পরীক্ষার সময়সূচি ঘোষণা করেছে।	[322, 782, 411, 788]
body-text: তিনি পূর্ব জাপানের শহর তামাগায়ওয়া-এ বসবাস শুরু করেন। সেখানে তিনি বিবাহ করেন এবং দুই সন্তানের জনক হন। ধীরে ধীরে নতুন পরিচয়ে নতুন জীবনের সঙ্গে তিনি নিজেকে মানিয়ে নেন। তার বর্তমান এই শহরটি ধীরে ধীরে তার জীবনের অংশ হয়ে ওঠে।	[22, 166, 160, 191]
body-text: এলাকাবাসীর অভিযোগের ভিত্তিতে পুলিশ ঘটনাস্থল পরিদর্শন করে।	[482, 752, 602, 758]
body-text: নতুন কারখানা আগামী জুলাই মাস থেকে পূর্ণ উৎপাদনে যাবে বলে জানিয়েছে কর্তৃপক্ষ।	[322, 224, 476, 236]
body-text: সংবাদ পেয়ে স্থানীয় প্রশাসন ঘটনাস্থলে পৌঁছায় এবং বিষয়টি তদন্ত শুরু করে।	[22, 482, 160, 488]
body-text: স্থানীয় সরকার নির্বাচনের প্রস্তুতি নিয়ে নির্বাচন কমিশনের বৈঠক অনুষ্ঠিত হয়।	[482, 246, 618, 252]
body-text: শান্তি আলোচনায় ইরানের প্রধান শর্ত ও তাদের কৌশলগত অবস্থান তুলে ধরা হয়েছে।	[482, 476, 620, 488]
body-text: গবেষকরা দেখেছেন মৌমাছিরা সংখ্যা চিনতে ও সাধারণ হিসাব করতে পারে।	[22, 684, 158, 690]
body-text: গ্রহণ করেছেন। সেই প্রেক্ষাপটে পঞ্চগড়-১ আসনের সম্ভাব্য প্রার্থীদের তালিকা প্রকাশ করা হয়েছে।	[322, 727, 476, 740]
body-text: শুক্রবার (২৬ মার্চ) পরিবারের সদস্য ও সম্পাদক সভাপতির সঙ্গে সাক্ষাৎ করেন।	[322, 1063, 463, 1069]
body-text: কর্মক্ষেত্রে নারীদের নিরাপত্তা নিশ্চিত করতে নতুন নীতিমালা প্রণয়নের দাবি জানানো হয়।	[166, 373, 316, 386]
kicker: শেষ পৃষ্ঠার পর	[22, 604, 48, 610]
body-text: অর্থনৈতিক অগ্রগতি ও অবকাঠামো উন্নয়নে সরকার নানা পদক্ষেপ নিয়েছে।	[166, 733, 300, 739]
kicker: শেষ পৃষ্ঠার পর	[482, 210, 508, 216]
body-text: এলাকাবাসীর অভিযোগের ভিত্তিতে পুলিশ ঘটনাস্থল পরিদর্শন করে।	[482, 708, 602, 714]
body-text: নতুন দায়িত্ব গ্রহণের পর তিনি বিভিন্ন সংস্কারের কথা বলেন।	[482, 347, 589, 353]
body-text: গবেষকরা দেখেছেন মৌমাছিরা সংখ্যা চিনতে ও সাধারণ হিসাব করতে পারে।	[22, 706, 158, 712]
body-text: নাগরিক সেবায় বিঘ্ন ঘটায় ভোগান্তিতে পড়েছেন সাধারণ মানুষ।	[322, 992, 435, 998]
body-text: সেখানে এই অভিযোগের 'মামলা' (সিদ্দি) হয়ে যাবে। প্রয়োজনে পরবর্তী অভিযোগের নতুন দিন ঠিক করা হবে।	[22, 1006, 160, 1018]
body-text: তিনি পূর্ব জাপানের শহর তামাগায়ওয়া-এ বসবাস শুরু করেন। সেখানে তিনি বিবাহ করেন এবং দুই সন্তানের জনক হন। ধীরে ধীরে নতুন পরিচয়ে নতুন জীবনের সঙ্গে তিনি নিজেকে মানিয়ে নেন। তার বর্তমান এই শহরটি ধীরে ধীরে তার জীবনের অংশ হয়ে ওঠে।	[22, 323, 160, 348]
body-text: আন্তর্জাতিক বাজারে তেলের দাম বৃদ্ধির প্রভাব দেশের বাজারেও পড়েছে।	[482, 132, 613, 138]
body-text: তিনি পূর্ব জাপানের শহর তামাগায়ওয়া-এ বসবাস শুরু করেন। সেখানে তিনি বিবাহ করেন এবং দুই সন্তানের জনক হন। ধীরে ধীরে নতুন পরিচয়ে নতুন জীবনের সঙ্গে তিনি নিজেকে মানিয়ে নেন। তার বর্তমান এই শহরটি ধীরে ধীরে তার জীবনের অংশ হয়ে ওঠে।	[22, 88, 160, 113]
body-text: তিনি পূর্ব জাপানের শহর তামাগায়ওয়া-এ বসবাস শুরু করেন। সেখানে তিনি বিবাহ করেন এবং দুই সন্তানের জনক হন। ধীরে ধীরে নতুন পরিচয়ে নতুন জীবনের সঙ্গে তিনি নিজেকে মানিয়ে নেন। তার বর্তমান এই শহরটি ধীরে ধীরে তার জীবনের অংশ হয়ে ওঠে।	[22, 297, 160, 322]
body-text: মূল কারণ, আগামী ২০২৬-২৭ নতুন অর্থবছরে বাস্তবায়ন করা পে-স্কেল বাস্তবায়নের জন্য সরকারের পক্ষ থেকে কাজ শুরু হবে।	[166, 265, 316, 277]
body-text: বাজারে নিম্নমানের পণ্য বিক্রির অভিযোগে অভিযান পরিচালনা করা হয়।	[22, 748, 151, 754]
masthead	[22, 22, 620, 52]
body-text: গ্রহণ করেছেন। সেই প্রেক্ষাপটে পঞ্চগড়-১ আসনের সম্ভাব্য প্রার্থীদের তালিকা প্রকাশ করা হয়েছে।	[322, 578, 476, 590]
body-text: গবেষকরা দেখেছেন মৌমাছিরা সংখ্যা চিনতে ও সাধারণ হিসাব করতে পারে।	[22, 699, 158, 705]
body-text: বাজারে নিম্নমানের পণ্য বিক্রির অভিযোগে অভিযান পরিচালনা করা হয়।	[22, 741, 151, 747]
body-text: গ্রহণ করেছেন। সেই প্রেক্ষাপটে পঞ্চগড়-১ আসনের সম্ভাব্য প্রার্থীদের তালিকা প্রকাশ করা হয়েছে।	[322, 714, 476, 726]
body-text: নতুন দায়িত্ব গ্রহণের পর তিনি বিভিন্ন সংস্কারের কথা বলেন।	[482, 412, 589, 418]
body-text: বাজারে নিম্নমানের পণ্য বিক্রির অভিযোগে অভিযান পরিচালনা করা হয়।	[22, 770, 151, 776]
body-text: বিভিন্ন দেশের প্রতিনিধিরা সম্মেলনে অংশ নেন এবং বৈশ্বিক বিষয়ে আলোচনা করেন।	[322, 435, 473, 441]
body-text: সংবাদ পেয়ে স্থানীয় প্রশাসন ঘটনাস্থলে পৌঁছায় এবং বিষয়টি তদন্ত শুরু করে।	[22, 540, 160, 546]
headline[interactable]: হাজারীবাগে বিক্ষিপ্ত	[509, 669, 593, 682]
body-text: তিনি পূর্ব জাপানের শহর তামাগায়ওয়া-এ বসবাস শুরু করেন। সেখানে তিনি বিবাহ করেন এবং দুই সন্তানের জনক হন। ধীরে ধীরে নতুন পরিচয়ে নতুন জীবনের সঙ্গে তিনি নিজেকে মানিয়ে নেন। তার বর্তমান এই শহরটি ধীরে ধীরে তার জীবনের অংশ হয়ে ওঠে।	[22, 376, 160, 401]
headline[interactable]: দেশের সার্বিক উন্নয়ন	[197, 628, 285, 641]
body-text: মূল কারণ, আগামী ২০২৬-২৭ নতুন অর্থবছরে বাস্তবায়ন করা পে-স্কেল বাস্তবায়নের জন্য সরকারের পক্ষ থেকে কাজ শুরু হবে।	[166, 183, 316, 195]
body-text: শিক্ষা মন্ত্রণালয় পরীক্ষার সময়সূচি ঘোষণা করেছে।	[322, 840, 411, 846]
body-text: মূল কারণ, আগামী ২০২৬-২৭ নতুন অর্থবছরে বাস্তবায়ন করা পে-স্কেল বাস্তবায়নের জন্য সরকারের পক্ষ থেকে কাজ শুরু হবে।	[166, 142, 316, 154]
body-text: শিক্ষা মন্ত্রণালয় পরীক্ষার সময়সূচি ঘোষণা করেছে।	[322, 804, 411, 810]
body-text: শিক্ষা মন্ত্রণালয় পরীক্ষার সময়সূচি ঘোষণা করেছে।	[322, 797, 411, 803]
body-text: শুক্রবার (২৬ মার্চ) পরিবারের সদস্য ও সম্পাদক সভাপতির সঙ্গে সাক্ষাৎ করেন।	[322, 1070, 463, 1076]
body-text: তিনি পূর্ব জাপানের শহর তামাগায়ওয়া-এ বসবাস শুরু করেন। সেখানে তিনি বিবাহ করেন এবং দুই সন্তানের জনক হন। ধীরে ধীরে নতুন পরিচয়ে নতুন জীবনের সঙ্গে তিনি নিজেকে মানিয়ে নেন। তার বর্তমান এই শহরটি ধীরে ধীরে তার জীবনের অংশ হয়ে ওঠে।	[22, 114, 160, 139]
body-text: নতুন দায়িত্ব গ্রহণের পর তিনি বিভিন্ন সংস্কারের কথা বলেন।	[482, 398, 589, 404]
headline[interactable]: মধ্যপ্রাচ্যের আকাশসীমা সংকটে	[176, 499, 306, 512]
body-text: বিমান চলাচলে বিঘ্ন ঘটায় বহু ফ্লাইট বাতিল ও পুনর্নির্ধারণ করা হয়েছে।	[166, 589, 293, 595]
body-text: মূল কারণ, আগামী ২০২৬-২৭ নতুন অর্থবছরে বাস্তবায়ন করা পে-স্কেল বাস্তবায়নের জন্য সরকারের পক্ষ থেকে কাজ শুরু হবে।	[166, 210, 316, 222]
divider	[52, 24, 53, 48]
body-text: বাজারে নিম্নমানের পণ্য বিক্রির অভিযোগে অভিযান পরিচালনা করা হয়।	[22, 777, 151, 783]
body-text: নতুন দায়িত্ব গ্রহণের পর তিনি বিভিন্ন সংস্কারের কথা বলেন।	[482, 420, 589, 426]
body-text: নাগরিক সেবায় বিঘ্ন ঘটায় ভোগান্তিতে পড়েছেন সাধারণ মানুষ।	[322, 962, 435, 968]
column-4	[482, 60, 620, 975]
body-text: গবেষকরা দেখেছেন মৌমাছিরা সংখ্যা চিনতে ও সাধারণ হিসাব করতে পারে।	[22, 662, 158, 668]
body-text: সেখানে এই অভিযোগের 'মামলা' (সিদ্দি) হয়ে যাবে। প্রয়োজনে পরবর্তী অভিযোগের নতুন দিন ঠিক করা হবে।	[22, 870, 160, 882]
body-text: সংবিধান সংস্কার নিয়ে রাজনৈতিক দলগুলোর মধ্যে আলোচনা অব্যাহত রয়েছে।	[322, 356, 465, 362]
body-text: শুক্রবার (২৬ মার্চ) পরিবারের সদস্য ও সম্পাদক সভাপতির সঙ্গে সাক্ষাৎ করেন।	[322, 1055, 463, 1061]
